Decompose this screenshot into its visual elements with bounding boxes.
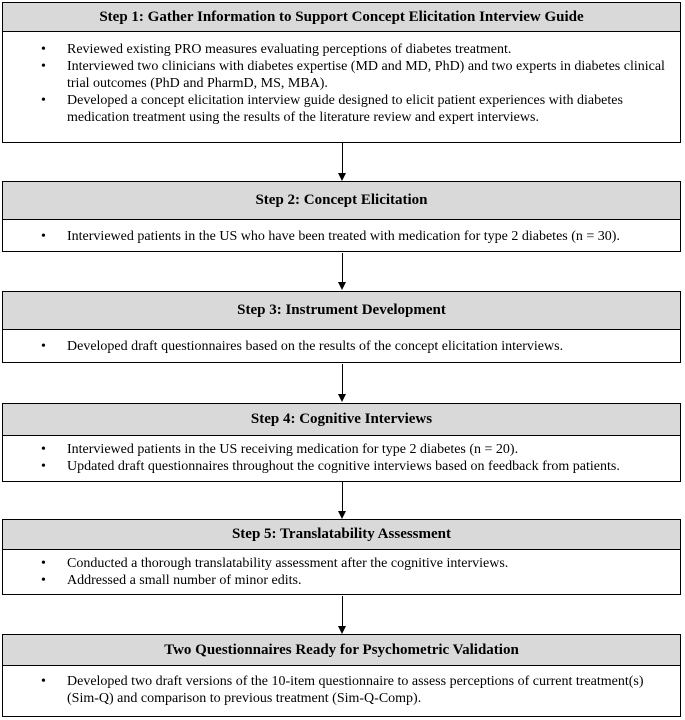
bullet-icon: • [41,42,46,57]
final-bullet-1: • Developed two draft versions of the 10-item questionnaire to assess perceptions of current treatment(s) (Sim-Q) and comparison to previous treatment (Sim-Q-Comp). [41,674,644,706]
step-4-header [2,403,681,436]
step-2-title: Step 2: Concept Elicitation [255,192,428,208]
step-4-bullet-1: • Interviewed patients in the US receiving medication for type 2 diabetes (n = 20). [41,442,519,457]
arrow-down-icon [342,482,344,519]
bullet-icon: • [41,573,46,588]
arrow-down-icon [342,596,344,634]
final-title: Two Questionnaires Ready for Psychometric Validation [164,641,519,658]
step-4-title: Step 4: Cognitive Interviews [250,411,433,427]
step-1-header [2,2,681,32]
step-1-bullet-1: • Reviewed existing PRO measures evaluating perceptions of diabetes treatment. [41,42,512,57]
final-body [2,666,681,717]
step-2-body [2,220,681,252]
step-5-header [2,519,681,550]
bullet-icon: • [41,339,46,354]
bullet-icon: • [41,442,46,457]
bullet-icon: • [41,93,46,108]
step-2-header [2,181,681,220]
step-3-header [2,291,681,330]
bullet-icon: • [41,59,46,74]
final-header [2,634,681,666]
step-3-title: Step 3: Instrument Development [237,302,446,318]
step-4-bullet-2: • Updated draft questionnaires throughout the cognitive interviews based on feedback from patients. [41,459,620,474]
arrow-down-icon [342,364,344,403]
bullet-icon: • [41,674,46,689]
step-3-body [2,330,681,363]
arrow-down-icon [342,143,344,181]
step-3-bullet-1: • Developed draft questionnaires based on the results of the concept elicitation interviews. [41,339,564,354]
step-1-title: Step 1: Gather Information to Support Concept Elicitation Interview Guide [99,8,584,25]
step-1-body [2,32,681,143]
step-5-body [2,550,681,595]
step-5-bullet-1: • Conducted a thorough translatability assessment after the cognitive interviews. [41,556,509,571]
bullet-icon: • [41,556,46,571]
step-5-title: Step 5: Translatability Assessment [231,526,452,542]
step-2-bullet-1: • Interviewed patients in the US who have been treated with medication for type 2 diabetes (n = 30). [41,229,620,244]
arrow-down-icon [342,253,344,291]
step-1-bullet-2: • Interviewed two clinicians with diabetes expertise (MD and MD, PhD) and two experts in diabetes clinical trial outcomes (PhD and PharmD, MS, MBA). [41,59,665,91]
step-4-body [2,436,681,482]
bullet-icon: • [41,459,46,474]
bullet-icon: • [41,229,46,244]
step-1-bullet-3: • Developed a concept elicitation interview guide designed to elicit patient experiences with diabetes medication treatment using the results of the literature review and expert interviews. [41,93,623,125]
step-5-bullet-2: • Addressed a small number of minor edits. [41,573,302,588]
